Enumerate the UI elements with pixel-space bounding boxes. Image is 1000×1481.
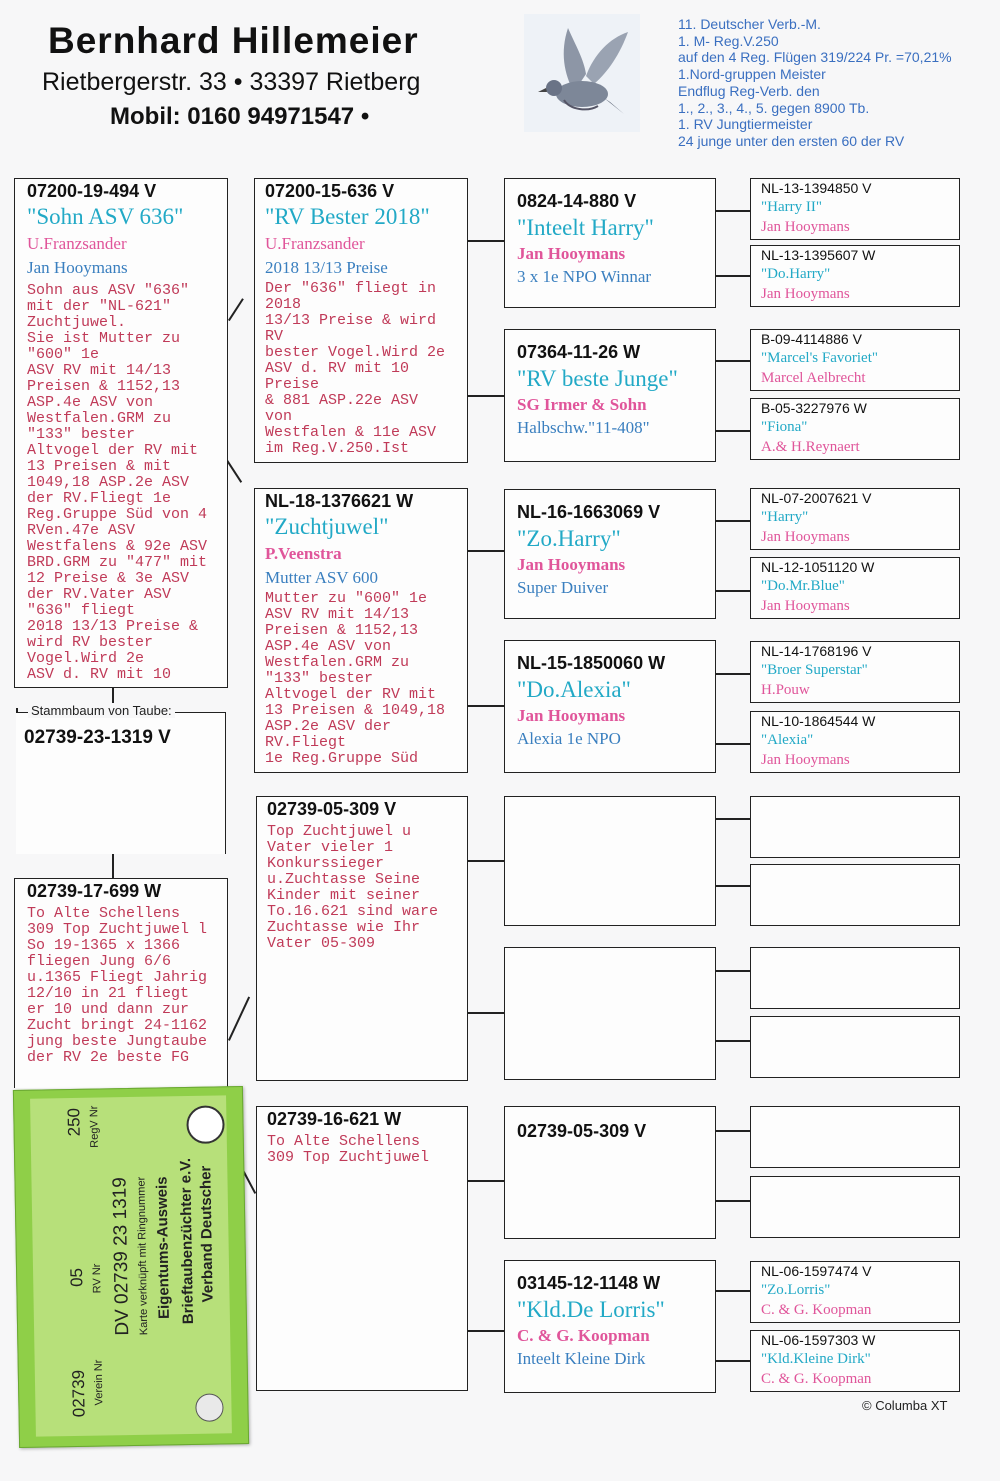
subject-label: Stammbaum von Taube: <box>28 703 175 718</box>
gen2-ring: NL-18-1376621 W <box>265 491 414 511</box>
card-org-line2: Brieftaubenzüchter e.V. <box>177 1157 198 1325</box>
achievement-line: 1. M- Reg.V.250 <box>678 32 779 49</box>
gen4-ring: NL-13-1394850 V <box>761 180 872 196</box>
gen4-box[interactable] <box>750 1261 960 1323</box>
card-rv-value: 05 <box>67 1267 87 1288</box>
gen3-ring: NL-16-1663069 V <box>517 502 661 522</box>
gen4-name: "Fiona" <box>761 419 808 435</box>
gen3-box[interactable] <box>504 329 716 462</box>
gen4-breeder: Jan Hooymans <box>761 286 850 302</box>
gen4-name: "Do.Mr.Blue" <box>761 578 845 594</box>
gen2-breeder: U.Franzsander <box>265 234 365 253</box>
achievement-line: 1. RV Jungtiermeister <box>678 116 813 133</box>
gen4-name: "Harry II" <box>761 199 822 215</box>
gen3-box-empty[interactable] <box>504 947 716 1080</box>
dam-box[interactable] <box>14 878 228 1088</box>
gen4-breeder: Marcel Aelbrecht <box>761 370 866 386</box>
achievement-line: 24 junge unter den ersten 60 der RV <box>678 132 905 149</box>
gen4-ring: B-05-3227976 W <box>761 400 867 416</box>
gen3-breeder: Jan Hooymans <box>517 555 626 574</box>
gen3-sub: Halbschw."11-408" <box>517 418 650 437</box>
gen4-box[interactable] <box>750 641 960 703</box>
gen4-breeder: C. & G. Koopman <box>761 1371 872 1387</box>
gen3-ring: NL-15-1850060 W <box>517 653 666 673</box>
gen3-name: "Inteelt Harry" <box>517 215 654 240</box>
gen2-notes: Der "636" fliegt in 2018 13/13 Preise & wird RV bester Vogel.Wird 2e ASV d. RV mit 10 Preise & 881 ASP.22e ASV von Westfalen & 11e ASV im Reg.V.250.Ist <box>265 280 446 457</box>
gen4-box-empty[interactable] <box>750 947 960 1009</box>
gen4-box-empty[interactable] <box>750 1176 960 1238</box>
sire-name: "Sohn ASV 636" <box>27 204 184 229</box>
gen3-ring: 03145-12-1148 W <box>517 1273 661 1293</box>
gen3-sub: Alexia 1e NPO <box>517 729 621 748</box>
gen4-box[interactable] <box>750 488 960 550</box>
gen2-ring: 02739-16-621 W <box>267 1109 402 1129</box>
dam-ring: 02739-17-699 W <box>27 881 162 901</box>
gen4-name: "Zo.Lorris" <box>761 1282 831 1298</box>
owner-name: Bernhard Hillemeier <box>48 20 419 61</box>
gen3-ring: 0824-14-880 V <box>517 191 637 211</box>
owner-address: Rietbergerstr. 33 • 33397 Rietberg <box>42 68 421 96</box>
copyright-text: © Columba XT <box>862 1398 948 1413</box>
pigeon-icon <box>524 14 640 132</box>
gen3-name: "RV beste Junge" <box>517 366 678 391</box>
gen4-box[interactable] <box>750 711 960 773</box>
achievement-line: auf den 4 Reg. Flügen 319/224 Pr. =70,21% <box>678 49 952 66</box>
gen4-ring: B-09-4114886 V <box>761 331 862 347</box>
card-title: Eigentums-Ausweis <box>153 1176 173 1320</box>
gen3-breeder: Jan Hooymans <box>517 706 626 725</box>
gen2-notes: To Alte Schellens 309 Top Zuchtjuwel <box>267 1133 430 1166</box>
gen2-sub: Mutter ASV 600 <box>265 568 379 587</box>
ownership-card <box>13 1086 249 1448</box>
gen2-name: "Zuchtjuwel" <box>265 514 389 539</box>
gen4-box[interactable] <box>750 557 960 619</box>
gen4-name: "Do.Harry" <box>761 266 831 282</box>
gen3-name: "Kld.De Lorris" <box>517 1297 665 1322</box>
gen4-breeder: Jan Hooymans <box>761 752 850 768</box>
gen4-name: "Alexia" <box>761 732 814 748</box>
achievement-line: 1.Nord-gruppen Meister <box>678 66 826 83</box>
gen2-notes: Mutter zu "600" 1e ASV RV mit 14/13 Preisen & 1152,13 ASP.4e ASV von Westfalen.GRM zu "133" bester Altvogel der RV mit 13 Preisen & 1049,18 ASP.2e ASV der RV.Fliegt 1e Reg.Gruppe Süd <box>265 590 446 767</box>
ownership-card-inner <box>30 1095 232 1436</box>
gen3-name: "Do.Alexia" <box>517 677 631 702</box>
card-regv-label: RegV Nr <box>88 1105 101 1148</box>
gen3-box[interactable] <box>504 640 716 773</box>
pigeon-stamp-icon <box>195 1393 223 1421</box>
sire-ring: 07200-19-494 V <box>27 181 157 201</box>
gen3-sub: Super Duiver <box>517 578 609 597</box>
gen4-box[interactable] <box>750 245 960 307</box>
achievements-list <box>678 16 978 150</box>
gen2-ring: 02739-05-309 V <box>267 799 397 819</box>
gen3-box[interactable] <box>504 1106 716 1239</box>
gen3-breeder: Jan Hooymans <box>517 244 626 263</box>
gen3-sub: Inteelt Kleine Dirk <box>517 1349 646 1368</box>
gen4-ring: NL-06-1597303 W <box>761 1332 876 1348</box>
gen3-box[interactable] <box>504 1260 716 1393</box>
gen2-name: "RV Bester 2018" <box>265 204 430 229</box>
gen3-breeder: SG Irmer & Sohn <box>517 395 647 414</box>
card-subtitle: Karte verknüpft mit Ringnummer <box>135 1176 151 1336</box>
gen4-ring: NL-14-1768196 V <box>761 643 872 659</box>
gen4-name: "Harry" <box>761 509 809 525</box>
gen4-ring: NL-10-1864544 W <box>761 713 876 729</box>
gen4-name: "Broer Superstar" <box>761 662 868 678</box>
achievement-line: Endflug Reg-Verb. den <box>678 82 820 99</box>
gen4-ring: NL-07-2007621 V <box>761 490 872 506</box>
subject-box[interactable] <box>16 712 226 854</box>
subject-ring: 02739-23-1319 V <box>24 727 171 748</box>
gen4-box-empty[interactable] <box>750 1016 960 1078</box>
gen4-box-empty[interactable] <box>750 864 960 926</box>
gen2-sire-sire-box[interactable] <box>254 178 468 463</box>
card-rv-label: RV Nr <box>90 1263 104 1294</box>
gen2-dam-dam-box[interactable] <box>256 1106 468 1391</box>
gen3-box[interactable] <box>504 178 716 308</box>
gen4-ring: NL-12-1051120 W <box>761 559 875 575</box>
gen2-breeder: P.Veenstra <box>265 544 342 563</box>
sire-notes: Sohn aus ASV "636" mit der "NL-621" Zuchtjuwel. Sie ist Mutter zu "600" 1e ASV RV mit 14/13 Preisen & 1152,13 ASP.4e ASV von Westfalen.GRM zu "133" bester Altvogel der RV mit 13 Preisen & mit 1049,18 ASP.2e ASV der RV.Fliegt 1e Reg.Gruppe Süd von 4 RVen.47e ASV Westfalens & 92e ASV BRD.GRM zu "477" mit 12 Preise & 3e ASV der RV.Vater ASV "636" fliegt 2018 13/13 Preise & wird RV bester Vogel.Wird 2e ASV d. RV mit 10 <box>27 282 208 683</box>
achievement-line: 1., 2., 3., 4., 5. gegen 8900 Tb. <box>678 99 870 116</box>
card-ring-number: DV 02739 23 1319 <box>109 1176 134 1336</box>
owner-mobile: Mobil: 0160 94971547 • <box>110 103 370 130</box>
sire-breeder: U.Franzsander <box>27 234 127 253</box>
gen4-breeder: A.& H.Reynaert <box>761 439 860 455</box>
gen4-box[interactable] <box>750 178 960 240</box>
gen4-ring: NL-13-1395607 W <box>761 247 876 263</box>
sire-box[interactable] <box>14 178 228 688</box>
gen2-notes: Top Zuchtjuwel u Vater vieler 1 Konkurssieger u.Zuchtasse Seine Kinder mit seiner To.16.621 sind ware Zuchtasse wie Ihr Vater 05-309 <box>267 823 439 952</box>
gen3-breeder: C. & G. Koopman <box>517 1326 650 1345</box>
card-verein-label: Verein Nr <box>92 1359 106 1406</box>
gen4-name: "Kld.Kleine Dirk" <box>761 1351 871 1367</box>
gen4-box[interactable] <box>750 398 960 460</box>
gen4-box[interactable] <box>750 1330 960 1392</box>
dam-notes: To Alte Schellens 309 Top Zuchtjuwel l So 19-1365 x 1366 fliegen Jung 6/6 u.1365 Fliegt Jahrig 12/10 in 21 fliegt er 10 und dann zur Zucht bringt 24-1162 jung beste Jungtaube der RV 2e beste FG <box>27 905 208 1066</box>
gen2-sire-dam-box[interactable] <box>254 488 468 773</box>
card-regv-value: 250 <box>64 1107 84 1137</box>
pigeon-image <box>524 14 640 132</box>
gen4-box[interactable] <box>750 329 960 391</box>
gen4-breeder: Jan Hooymans <box>761 529 850 545</box>
card-verein-value: 02739 <box>68 1369 89 1418</box>
gen3-box[interactable] <box>504 489 716 619</box>
sire-sub: Jan Hooymans <box>27 258 128 277</box>
gen4-breeder: Jan Hooymans <box>761 219 850 235</box>
gen3-name: "Zo.Harry" <box>517 526 621 551</box>
gen3-ring: 07364-11-26 W <box>517 342 641 362</box>
gen4-ring: NL-06-1597474 V <box>761 1263 872 1279</box>
gen4-box-empty[interactable] <box>750 796 960 858</box>
card-org-line1: Verband Deutscher <box>197 1165 217 1303</box>
gen3-box-empty[interactable] <box>504 796 716 926</box>
gen4-breeder: H.Pouw <box>761 682 810 698</box>
gen3-ring: 02739-05-309 V <box>517 1121 647 1141</box>
gen3-sub: 3 x 1e NPO Winnar <box>517 267 652 286</box>
gen2-dam-sire-box[interactable] <box>256 796 468 1081</box>
achievement-line: 11. Deutscher Verb.-M. <box>678 16 821 32</box>
dv-logo-icon <box>186 1105 225 1144</box>
gen4-breeder: Jan Hooymans <box>761 598 850 614</box>
gen4-box-empty[interactable] <box>750 1106 960 1168</box>
gen4-name: "Marcel's Favoriet" <box>761 350 878 366</box>
gen2-ring: 07200-15-636 V <box>265 181 395 201</box>
gen2-sub: 2018 13/13 Preise <box>265 258 388 277</box>
gen4-breeder: C. & G. Koopman <box>761 1302 872 1318</box>
